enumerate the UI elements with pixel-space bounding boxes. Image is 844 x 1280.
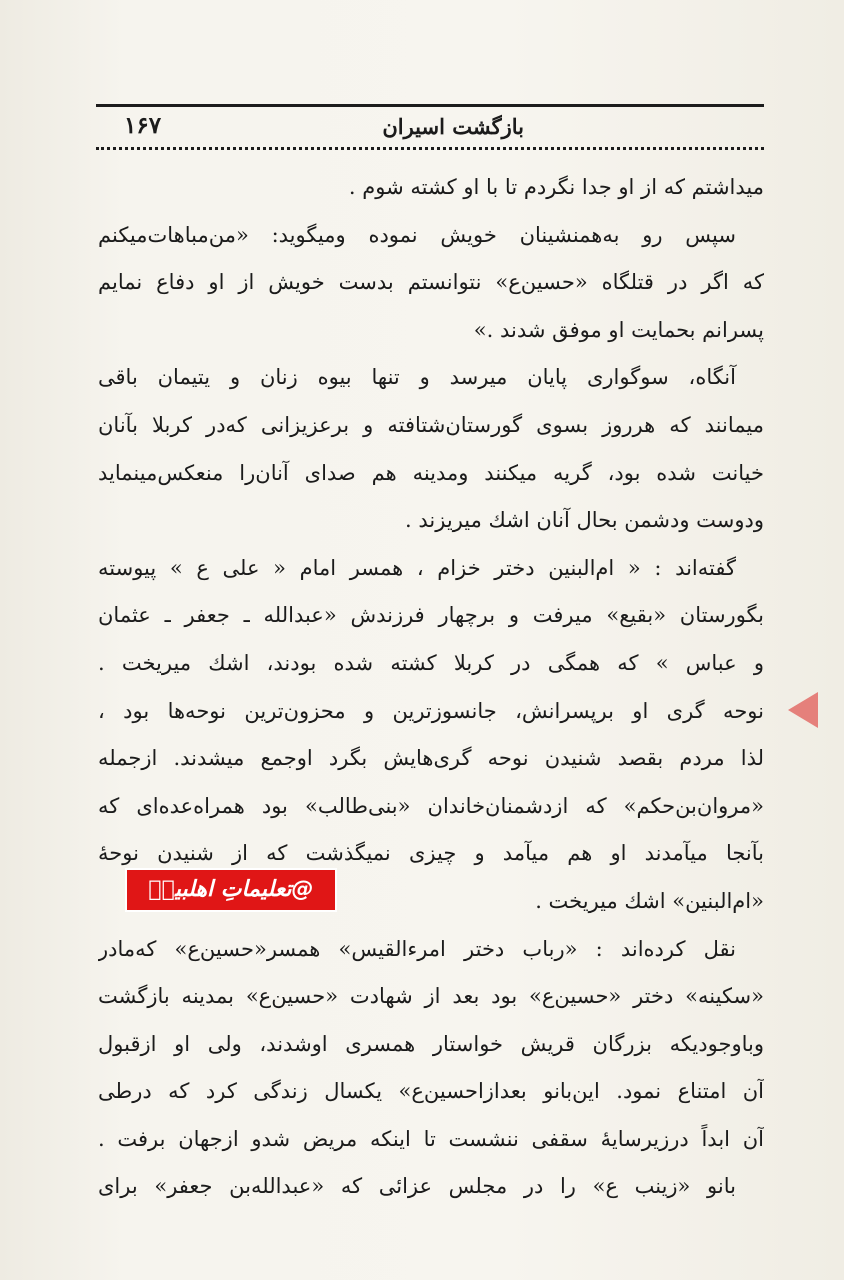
running-title: بازگشت اسیران (382, 114, 524, 139)
text-line: لذا مردم بقصد شنیدن نوحه گری‌هایش بگرد اوجمع میشدند. ازجمله (98, 746, 764, 771)
text-line: خیانت شده بود، گریه میکنند ومدینه هم صدای آنان‌را منعکس‌مینماید (98, 460, 764, 485)
text-line: نقل کرده‌اند : «رباب دختر امرءالقیس» همسر«حسین‌ع» که‌مادر (98, 936, 736, 961)
page-header (96, 104, 764, 150)
text-line: سپس رو به‌همنشینان خویش نموده ومیگوید: «من‌مباهات‌میکنم (98, 222, 736, 247)
text-line: «ام‌البنین» اشك میریخت . (535, 888, 764, 913)
text-line: «سکینه» دختر «حسین‌ع» بود بعد از شهادت «حسین‌ع» بمدینه بازگشت (98, 984, 764, 1009)
text-line: میمانند که هرروز بسوی گورستان‌شتافته و برعزیزانی که‌در کربلا بآنان (98, 412, 764, 437)
header-rule (96, 104, 764, 107)
text-line: میداشتم که از او جدا نگردم تا با او کشته شوم . (348, 175, 764, 199)
text-line: بانو «زینب ع» را در مجلس عزائی که «عبدالله‌بن جعفر» برای (98, 1174, 736, 1199)
channel-watermark: @تعلیماتِ اهلبیتؑ (125, 868, 337, 912)
text-line: آن ابداً درزیرسایهٔ سقفی ننشست تا اینکه مریض شدو ازجهان برفت . (98, 1126, 764, 1151)
header-dotted-rule (96, 147, 764, 150)
text-line: که اگر در قتلگاه «حسین‌ع» نتوانستم بدست خویش از او دفاع نمایم (98, 270, 764, 295)
text-line: «مروان‌بن‌حکم» که ازدشمنان‌خاندان «بنی‌طالب» بود همراه‌عده‌ای که (98, 793, 764, 818)
page-number: ۱۶۷ (124, 112, 162, 139)
text-line: آن امتناع نمود. این‌بانو بعدازاحسین‌ع» یکسال زندگی کرد که درطی (98, 1079, 764, 1104)
triangle-pointer-icon (788, 692, 818, 728)
text-line: ودوست ودشمن بحال آنان اشك میریزند . (405, 508, 764, 533)
text-line: بگورستان «بقیع» میرفت و برچهار فرزندش «عبدالله ـ جعفر ـ عثمان (98, 603, 764, 628)
text-line: آنگاه، سوگواری پایان میرسد و تنها بیوه زنان و یتیمان باقی (98, 365, 736, 390)
text-line: نوحه گری او برپسرانش، جانسوزترین و محزون‌ترین نوحه‌ها بود ، (98, 698, 764, 723)
text-line: بآنجا میآمدند او هم میآمد و چیزی نمیگذشت که از شنیدن نوحهٔ (98, 841, 764, 866)
body-text (98, 164, 764, 1211)
text-line: پسرانم بحمایت او موفق شدند .» (473, 317, 764, 342)
text-line: و عباس » که همگی در کربلا کشته شده بودند، اشك میریخت . (98, 650, 764, 675)
text-line: وباوجودیکه بزرگان قریش خواستار همسری اوشدند، ولی او ازقبول (98, 1031, 764, 1056)
text-line: گفته‌اند : « ام‌البنین دختر خزام ، همسر امام « علی ع » پیوسته (98, 555, 736, 580)
